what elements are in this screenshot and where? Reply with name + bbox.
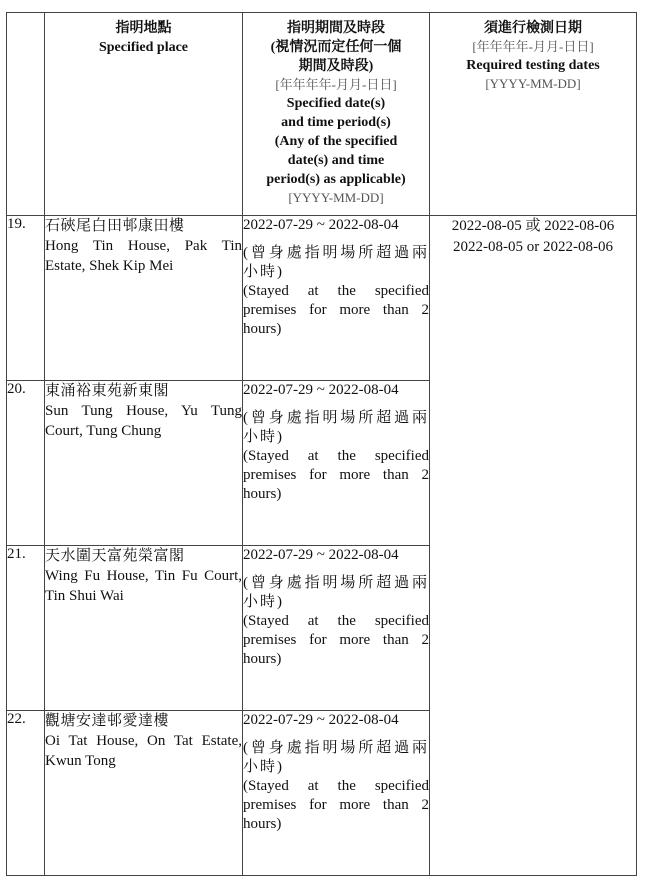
- place-cell: [45, 546, 243, 711]
- testing-dates-cell: [430, 216, 637, 876]
- place-name-en: Hong Tin House, Pak Tin Estate, Shek Kip Mei: [45, 238, 242, 274]
- header-testing-en: Required testing dates: [466, 58, 600, 73]
- row-number: 19.: [7, 216, 45, 381]
- header-period-zh-2: (視情況而定任何一個: [270, 40, 402, 55]
- header-period-format-en: [YYYY-MM-DD]: [288, 190, 384, 205]
- header-period-format-zh: [年年年年-月月-日日]: [275, 77, 397, 92]
- place-name-en: Sun Tung House, Yu Tung Court, Tung Chung: [45, 403, 242, 439]
- header-place-cell: [45, 13, 243, 216]
- testing-dates-en: 2022-08-05 or 2022-08-06: [453, 239, 613, 255]
- period-dates: 2022-07-29 ~ 2022-08-04: [243, 547, 399, 563]
- testing-dates-zh: 2022-08-05 或 2022-08-06: [451, 218, 615, 234]
- header-testing-format-zh: [年年年年-月月-日日]: [472, 39, 594, 54]
- header-number-cell: [7, 13, 45, 216]
- place-name-zh: 天水圍天富苑榮富閣: [45, 548, 185, 564]
- place-name-zh: 石硤尾白田邨康田樓: [45, 218, 185, 234]
- place-name-en: Wing Fu House, Tin Fu Court, Tin Shui Wai: [45, 568, 242, 604]
- period-cell: [243, 546, 430, 711]
- period-note-en: (Stayed at the specified premises for more than 2 hours): [243, 448, 429, 502]
- header-place-en: Specified place: [98, 40, 189, 55]
- header-place-zh: 指明地點: [115, 21, 172, 36]
- header-testing-zh: 須進行檢測日期: [484, 21, 582, 36]
- row-number: 22.: [7, 711, 45, 876]
- period-cell: [243, 381, 430, 546]
- header-period-en-4: date(s) and time: [287, 153, 385, 168]
- header-period-en-2: and time period(s): [281, 115, 391, 130]
- period-note-en: (Stayed at the specified premises for more than 2 hours): [243, 613, 429, 667]
- period-dates: 2022-07-29 ~ 2022-08-04: [243, 712, 399, 728]
- period-note-zh: (曾身處指明場所超過兩小時): [243, 575, 429, 610]
- table-row: [7, 216, 637, 381]
- place-cell: [45, 711, 243, 876]
- period-cell: [243, 711, 430, 876]
- header-period-zh-1: 指明期間及時段: [287, 21, 385, 36]
- table-header-row: [7, 13, 637, 216]
- period-cell: [243, 216, 430, 381]
- specified-places-table: [6, 12, 637, 876]
- header-period-en-3: (Any of the specified: [274, 134, 398, 149]
- period-note-en: (Stayed at the specified premises for more than 2 hours): [243, 778, 429, 832]
- header-period-cell: [243, 13, 430, 216]
- place-cell: [45, 381, 243, 546]
- row-number: 21.: [7, 546, 45, 711]
- header-period-zh-3: 期間及時段): [298, 59, 374, 74]
- place-name-zh: 觀塘安達邨愛達樓: [45, 713, 170, 729]
- period-dates: 2022-07-29 ~ 2022-08-04: [243, 217, 399, 233]
- period-note-en: (Stayed at the specified premises for more than 2 hours): [243, 283, 429, 337]
- period-note-zh: (曾身處指明場所超過兩小時): [243, 410, 429, 445]
- row-number: 20.: [7, 381, 45, 546]
- place-name-en: Oi Tat House, On Tat Estate, Kwun Tong: [45, 733, 242, 769]
- period-dates: 2022-07-29 ~ 2022-08-04: [243, 382, 399, 398]
- header-period-en-1: Specified date(s): [286, 96, 386, 111]
- header-testing-format-en: [YYYY-MM-DD]: [485, 76, 581, 91]
- header-period-en-5: period(s) as applicable): [266, 172, 406, 187]
- place-cell: [45, 216, 243, 381]
- period-note-zh: (曾身處指明場所超過兩小時): [243, 245, 429, 280]
- place-name-zh: 東涌裕東苑新東閣: [45, 383, 170, 399]
- period-note-zh: (曾身處指明場所超過兩小時): [243, 740, 429, 775]
- header-testing-cell: [430, 13, 637, 216]
